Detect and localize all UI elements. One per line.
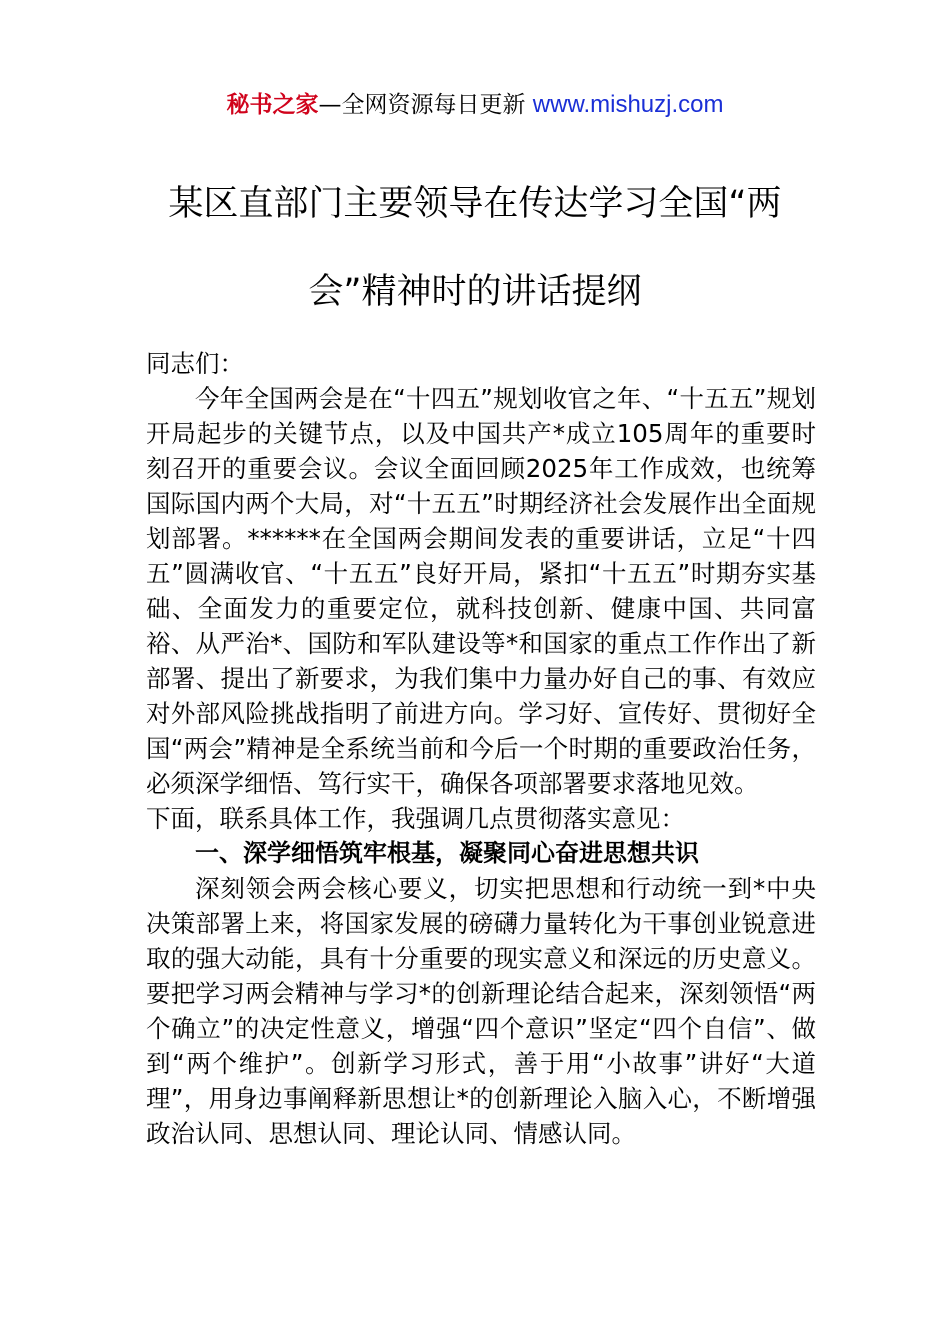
- section-heading: 一、深学细悟筑牢根基，凝聚同心奋进思想共识: [195, 839, 699, 867]
- header-slogan: —全网资源每日更新: [318, 92, 526, 118]
- salutation: 同志们：: [146, 349, 244, 378]
- brand-name: 秘书之家: [226, 92, 319, 118]
- transition-paragraph: 下面，联系具体工作，我强调几点贯彻落实意见：: [146, 804, 685, 833]
- document-body: [146, 346, 816, 1151]
- intro-paragraph: 今年全国两会是在“十四五”规划收官之年、“十五五”规划开局起步的关键节点，以及中国共产*成立105周年的重要时刻召开的重要会议。会议全面回顾2025年工作成效，也统筹国际国内两个大局，对“十五五”时期经济社会发展作出全面规划部署。******在全国两会期间发表的重要讲话，立足“十四五”圆满收官、“十五五”良好开局，紧扣“十五五”时期夯实基础、全面发力的重要定位，就科技创新、健康中国、共同富裕、从严治*、国防和军队建设等*和国家的重点工作作出了新部署、提出了新要求，为我们集中力量办好自己的事、有效应对外部风险挑战指明了前进方向。学习好、宣传好、贯彻好全国“两会”精神是全系统当前和今后一个时期的重要政治任务，必须深学细悟、笃行实干，确保各项部署要求落地见效。: [146, 384, 816, 798]
- site-header: [0, 88, 950, 122]
- section-paragraph: 深刻领会两会核心要义，切实把思想和行动统一到*中央决策部署上来，将国家发展的磅礴力量转化为干事创业锐意进取的强大动能，具有十分重要的现实意义和深远的历史意义。要把学习两会精神与学习*的创新理论结合起来，深刻领悟“两个确立”的决定性意义，增强“四个意识”坚定“四个自信”、做到“两个维护”。创新学习形式，善于用“小故事”讲好“大道理”，用身边事阐释新思想让*的创新理论入脑入心，不断增强政治认同、思想认同、理论认同、情感认同。: [146, 874, 816, 1148]
- document-title: 某区直部门主要领导在传达学习全国“两会”精神时的讲话提纲: [168, 184, 782, 312]
- site-url-link[interactable]: www.mishuzj.com: [532, 91, 724, 118]
